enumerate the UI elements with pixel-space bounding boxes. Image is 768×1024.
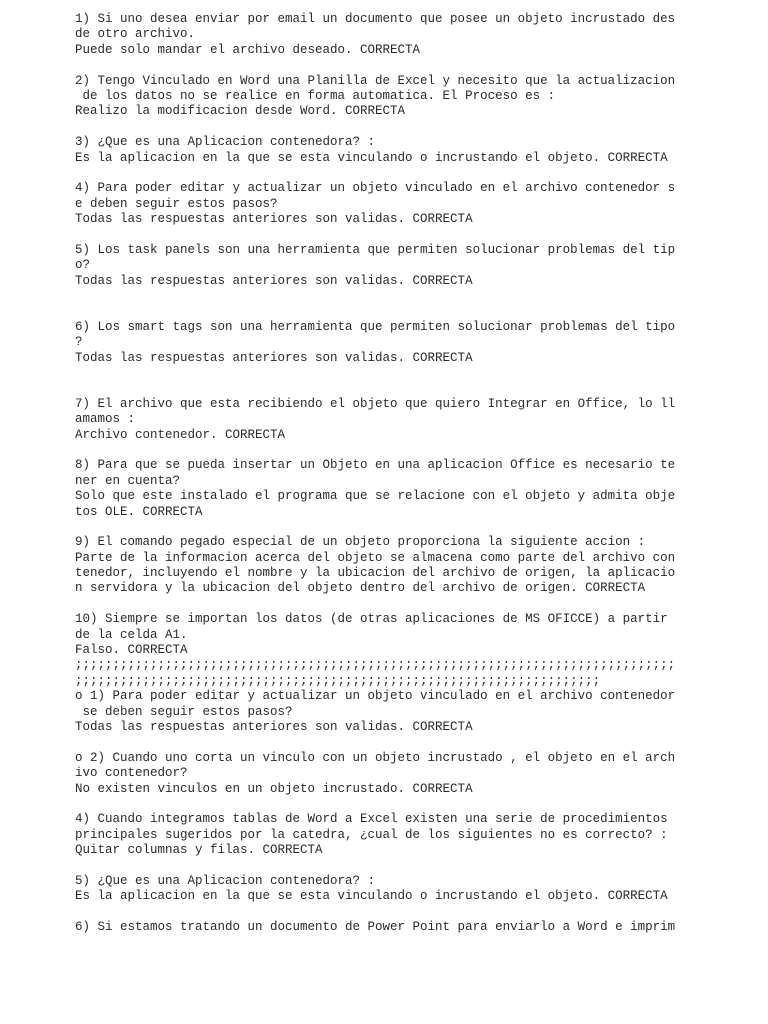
text-line: 5) Los task panels son una herramienta que permiten solucionar problemas del tip — [75, 242, 676, 257]
text-line: se deben seguir estos pasos? — [75, 704, 293, 719]
text-line: ;;;;;;;;;;;;;;;;;;;;;;;;;;;;;;;;;;;;;;;;;;;;;;;;;;;;;;;;;;;;;;;;;;;;;; — [75, 673, 601, 688]
blank-line — [75, 858, 755, 873]
text-line: 3) ¿Que es una Aplicacion contenedora? : — [75, 135, 376, 150]
text-line: Todas las respuestas anteriores son validas. CORRECTA — [75, 212, 473, 227]
text-line: 4) Para poder editar y actualizar un objeto vinculado en el archivo contenedor s — [75, 181, 676, 196]
text-line: o 2) Cuando uno corta un vinculo con un objeto incrustado , el objeto en el arch — [75, 750, 676, 765]
blank-line — [75, 443, 755, 458]
blank-line — [75, 381, 755, 396]
blank-line — [75, 304, 755, 319]
text-line: ? — [75, 335, 83, 350]
text-line: Quitar columnas y filas. CORRECTA — [75, 843, 323, 858]
text-line: Es la aplicacion en la que se esta vinculando o incrustando el objeto. CORRECTA — [75, 150, 668, 165]
text-line: 9) El comando pegado especial de un objeto proporciona la siguiente accion : — [75, 535, 646, 550]
text-line: de otro archivo. — [75, 27, 196, 42]
text-line: de la celda A1. — [75, 627, 188, 642]
text-line: Parte de la informacion acerca del objeto se almacena como parte del archivo con — [75, 550, 676, 565]
text-line: Solo que este instalado el programa que se relacione con el objeto y admita obje — [75, 489, 676, 504]
text-line: Todas las respuestas anteriores son validas. CORRECTA — [75, 719, 473, 734]
blank-line — [75, 735, 755, 750]
text-line: tenedor, incluyendo el nombre y la ubicacion del archivo de origen, la aplicacio — [75, 566, 676, 581]
text-line: e deben seguir estos pasos? — [75, 196, 278, 211]
text-line: Falso. CORRECTA — [75, 643, 188, 658]
text-line: ner en cuenta? — [75, 473, 181, 488]
text-line: 2) Tengo Vinculado en Word una Planilla de Excel y necesito que la actualizacion — [75, 73, 676, 88]
text-line: 6) Los smart tags son una herramienta que permiten solucionar problemas del tipo — [75, 319, 676, 334]
text-line: n servidora y la ubicacion del objeto dentro del archivo de origen. CORRECTA — [75, 581, 646, 596]
text-line: Realizo la modificacion desde Word. CORRECTA — [75, 104, 406, 119]
text-line: 5) ¿Que es una Aplicacion contenedora? : — [75, 873, 376, 888]
text-line: Todas las respuestas anteriores son validas. CORRECTA — [75, 273, 473, 288]
blank-line — [75, 366, 755, 381]
text-line: 4) Cuando integramos tablas de Word a Excel existen una serie de procedimientos — [75, 812, 668, 827]
text-line: o? — [75, 258, 91, 273]
text-line: 6) Si estamos tratando un documento de Power Point para enviarlo a Word e imprim — [75, 920, 676, 935]
text-line: tos OLE. CORRECTA — [75, 504, 203, 519]
text-line: 10) Siempre se importan los datos (de otras aplicaciones de MS OFICCE) a partir — [75, 612, 668, 627]
text-line: principales sugeridos por la catedra, ¿cual de los siguientes no es correcto? : — [75, 827, 668, 842]
text-line: 8) Para que se pueda insertar un Objeto en una aplicacion Office es necesario te — [75, 458, 676, 473]
text-line: 7) El archivo que esta recibiendo el objeto que quiero Integrar en Office, lo ll — [75, 396, 676, 411]
blank-line — [75, 520, 755, 535]
blank-line — [75, 227, 755, 242]
text-line: amamos : — [75, 412, 136, 427]
text-line: ;;;;;;;;;;;;;;;;;;;;;;;;;;;;;;;;;;;;;;;;;;;;;;;;;;;;;;;;;;;;;;;;;;;;;;;;;;;;;;;; — [75, 658, 676, 673]
text-line: 1) Si uno desea enviar por email un documento que posee un objeto incrustado des — [75, 12, 676, 26]
text-line: ivo contenedor? — [75, 766, 188, 781]
blank-line — [75, 120, 755, 135]
blank-line — [75, 166, 755, 181]
blank-line — [75, 58, 755, 73]
text-line: Todas las respuestas anteriores son validas. CORRECTA — [75, 350, 473, 365]
text-line: No existen vinculos en un objeto incrustado. CORRECTA — [75, 781, 473, 796]
text-line: Puede solo mandar el archivo deseado. CORRECTA — [75, 42, 421, 57]
text-line: Es la aplicacion en la que se esta vinculando o incrustando el objeto. CORRECTA — [75, 889, 668, 904]
blank-line — [75, 905, 755, 920]
blank-line — [75, 289, 755, 304]
blank-line — [75, 797, 755, 812]
text-line: o 1) Para poder editar y actualizar un objeto vinculado en el archivo contenedor — [75, 689, 676, 704]
document-body — [75, 12, 755, 935]
text-line: Archivo contenedor. CORRECTA — [75, 427, 286, 442]
text-line: de los datos no se realice en forma automatica. El Proceso es : — [75, 88, 556, 103]
blank-line — [75, 597, 755, 612]
